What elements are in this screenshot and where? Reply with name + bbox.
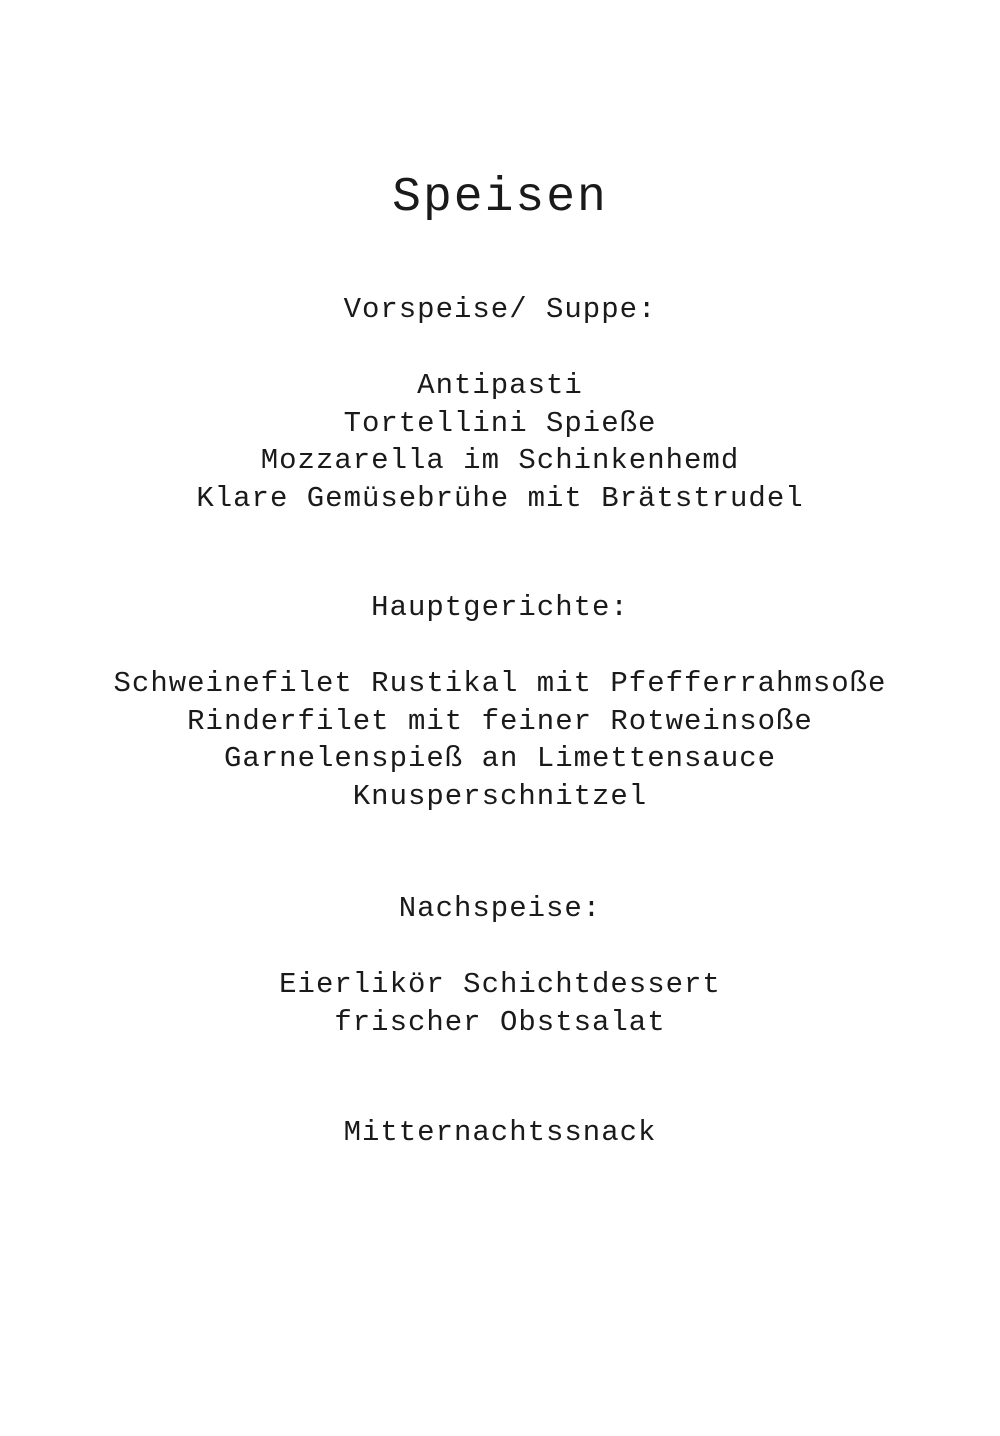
section-desserts xyxy=(0,891,1000,1041)
section-heading-midnight-snack: Mitternachtssnack xyxy=(343,1116,657,1149)
menu-item: Schweinefilet Rustikal mit Pfefferrahmsoße xyxy=(113,667,887,700)
menu-item: Tortellini Spieße xyxy=(343,406,657,440)
desserts-list xyxy=(0,966,1000,1041)
spacer xyxy=(0,328,1000,367)
menu-item: Eierlikör Schichtdessert xyxy=(279,968,721,1001)
section-main-courses xyxy=(0,590,1000,815)
menu-item: Mozzarella im Schinkenhemd xyxy=(260,444,740,477)
spacer xyxy=(0,927,1000,966)
menu-item: Antipasti xyxy=(417,369,583,402)
menu-item: Garnelenspieß an Limettensauce xyxy=(223,742,777,775)
starters-list xyxy=(0,367,1000,517)
page-title: Speisen xyxy=(392,171,608,225)
menu-item: Rinderfilet mit feiner Rotweinsoße xyxy=(187,704,813,738)
section-midnight-snack xyxy=(0,1115,1000,1151)
menu-item: Klare Gemüsebrühe mit Brätstrudel xyxy=(196,481,804,515)
section-heading-starters: Vorspeise/ Suppe: xyxy=(343,293,657,326)
section-heading-desserts: Nachspeise: xyxy=(398,892,602,925)
menu-item: frischer Obstsalat xyxy=(334,1005,666,1039)
spacer xyxy=(0,626,1000,665)
main-courses-list xyxy=(0,665,1000,815)
section-heading-main-courses: Hauptgerichte: xyxy=(371,591,629,624)
menu-item: Knusperschnitzel xyxy=(352,779,648,813)
section-starters xyxy=(0,292,1000,517)
